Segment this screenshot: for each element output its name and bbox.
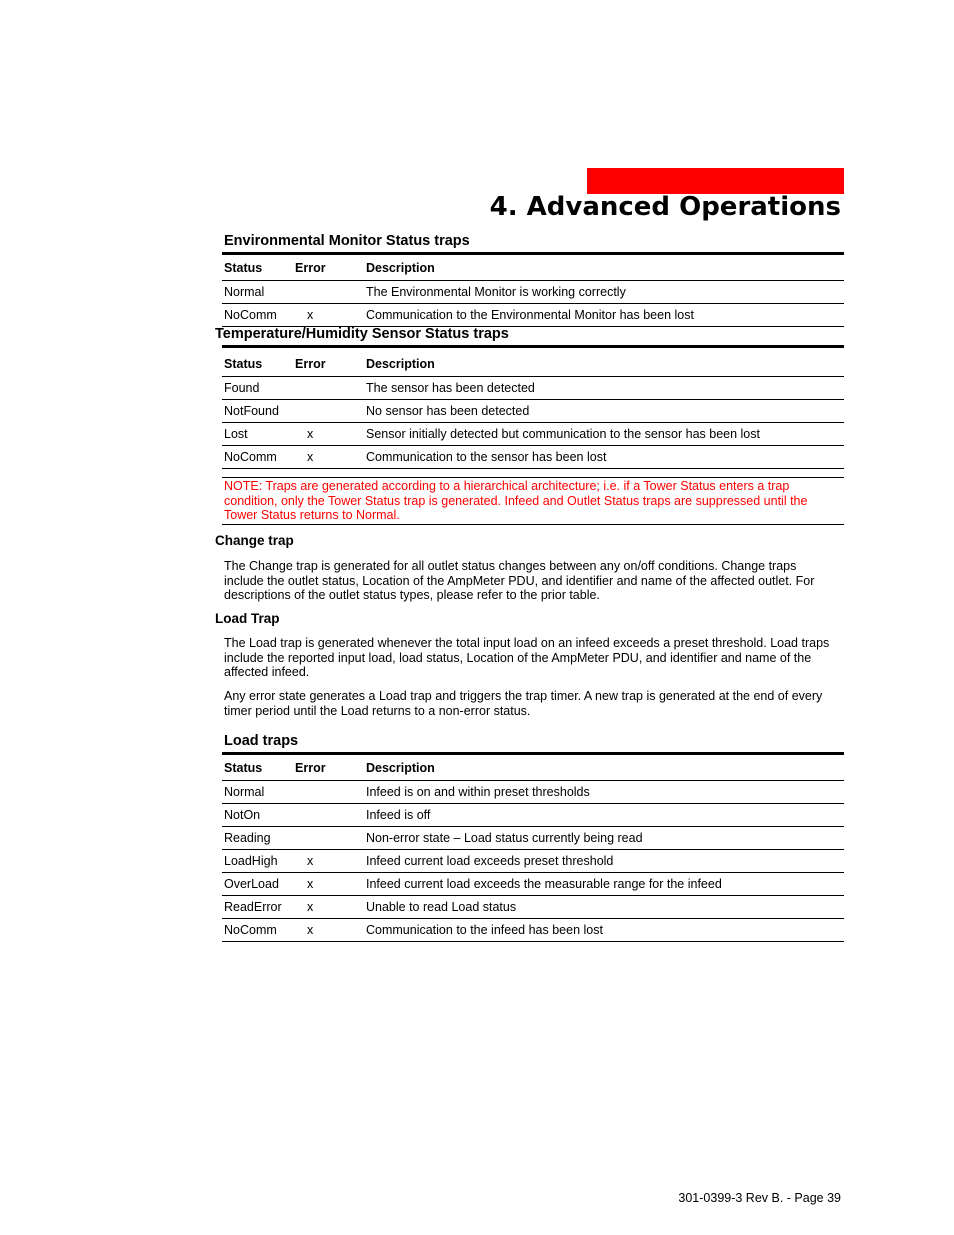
- error-cell: x: [291, 896, 364, 919]
- table-row: [222, 304, 844, 327]
- load-traps-table: [222, 756, 844, 942]
- status-cell: Reading: [222, 827, 291, 850]
- table-row: [222, 919, 844, 942]
- env-monitor-heading: Environmental Monitor Status traps: [224, 233, 470, 249]
- error-cell: [291, 377, 364, 400]
- header-status: Status: [222, 756, 291, 781]
- load-trap-heading: Load Trap: [215, 611, 280, 626]
- header-status: Status: [222, 352, 291, 377]
- load-trap-text: The Load trap is generated whenever the total input load on an infeed exceeds a preset threshold. Load traps include the reported input load, load status, Location of the AmpMeter PDU, and identifier and name of the affected infeed.: [224, 636, 830, 679]
- table-row: [222, 781, 844, 804]
- description-cell: Infeed is off: [364, 804, 844, 827]
- description-cell: The Environmental Monitor is working correctly: [364, 281, 844, 304]
- error-cell: x: [291, 919, 364, 942]
- status-cell: NoComm: [222, 446, 291, 469]
- load-traps-heading: Load traps: [224, 733, 299, 749]
- status-cell: Normal: [222, 781, 291, 804]
- table-row: [222, 446, 844, 469]
- description-cell: Communication to the sensor has been lost: [364, 446, 844, 469]
- header-error: Error: [291, 256, 364, 281]
- table-header-row: [222, 352, 844, 377]
- header-error: Error: [291, 352, 364, 377]
- header-error: Error: [291, 756, 364, 781]
- table-row: [222, 873, 844, 896]
- table-row: [222, 423, 844, 446]
- error-cell: [291, 400, 364, 423]
- env-monitor-rule: [222, 252, 844, 255]
- status-cell: ReadError: [222, 896, 291, 919]
- status-cell: Lost: [222, 423, 291, 446]
- error-cell: [291, 781, 364, 804]
- change-trap-heading: Change trap: [215, 533, 294, 548]
- status-cell: Found: [222, 377, 291, 400]
- hierarchy-note: NOTE: Traps are generated according to a hierarchical architecture; i.e. if a Tower Status enters a trap condition, only the Tower Status trap is generated. Infeed and Outlet Status traps are suppressed until the Tower Status returns to Normal.: [222, 477, 844, 525]
- status-cell: LoadHigh: [222, 850, 291, 873]
- header-description: Description: [364, 256, 844, 281]
- table-row: [222, 281, 844, 304]
- load-traps-rule: [222, 752, 844, 755]
- table-header-row: [222, 756, 844, 781]
- description-cell: Sensor initially detected but communication to the sensor has been lost: [364, 423, 844, 446]
- chapter-accent-bar: [587, 168, 844, 194]
- status-cell: NoComm: [222, 304, 291, 327]
- description-cell: The sensor has been detected: [364, 377, 844, 400]
- header-status: Status: [222, 256, 291, 281]
- chapter-title: 4. Advanced Operations: [489, 192, 841, 222]
- status-cell: NotOn: [222, 804, 291, 827]
- env-monitor-table: [222, 256, 844, 327]
- description-cell: Communication to the Environmental Monitor has been lost: [364, 304, 844, 327]
- table-row: [222, 400, 844, 423]
- status-cell: NoComm: [222, 919, 291, 942]
- status-cell: OverLoad: [222, 873, 291, 896]
- page-footer: 301-0399-3 Rev B. - Page 39: [678, 1191, 841, 1205]
- table-row: [222, 377, 844, 400]
- table-row: [222, 850, 844, 873]
- error-cell: [291, 281, 364, 304]
- header-description: Description: [364, 756, 844, 781]
- error-cell: x: [291, 304, 364, 327]
- status-cell: Normal: [222, 281, 291, 304]
- error-cell: x: [291, 423, 364, 446]
- description-cell: No sensor has been detected: [364, 400, 844, 423]
- error-cell: x: [291, 850, 364, 873]
- table-row: [222, 896, 844, 919]
- load-trap-error-text: Any error state generates a Load trap and triggers the trap timer. A new trap is generated at the end of every timer period until the Load returns to a non-error status.: [224, 689, 823, 718]
- error-cell: [291, 827, 364, 850]
- change-trap-text: The Change trap is generated for all outlet status changes between any on/off conditions. Change traps include the outlet status, Location of the AmpMeter PDU, and identifier and name of the affected outlet. For descriptions of the outlet status types, please refer to the prior table.: [224, 559, 815, 602]
- description-cell: Unable to read Load status: [364, 896, 844, 919]
- error-cell: [291, 804, 364, 827]
- description-cell: Communication to the infeed has been lost: [364, 919, 844, 942]
- error-cell: x: [291, 446, 364, 469]
- description-cell: Infeed current load exceeds preset threshold: [364, 850, 844, 873]
- description-cell: Infeed is on and within preset thresholds: [364, 781, 844, 804]
- description-cell: Non-error state – Load status currently being read: [364, 827, 844, 850]
- description-cell: Infeed current load exceeds the measurable range for the infeed: [364, 873, 844, 896]
- table-row: [222, 827, 844, 850]
- temp-humidity-rule: [222, 345, 844, 348]
- header-description: Description: [364, 352, 844, 377]
- table-row: [222, 804, 844, 827]
- error-cell: x: [291, 873, 364, 896]
- table-header-row: [222, 256, 844, 281]
- temp-humidity-table: [222, 352, 844, 469]
- temp-humidity-heading: Temperature/Humidity Sensor Status traps: [215, 326, 509, 342]
- status-cell: NotFound: [222, 400, 291, 423]
